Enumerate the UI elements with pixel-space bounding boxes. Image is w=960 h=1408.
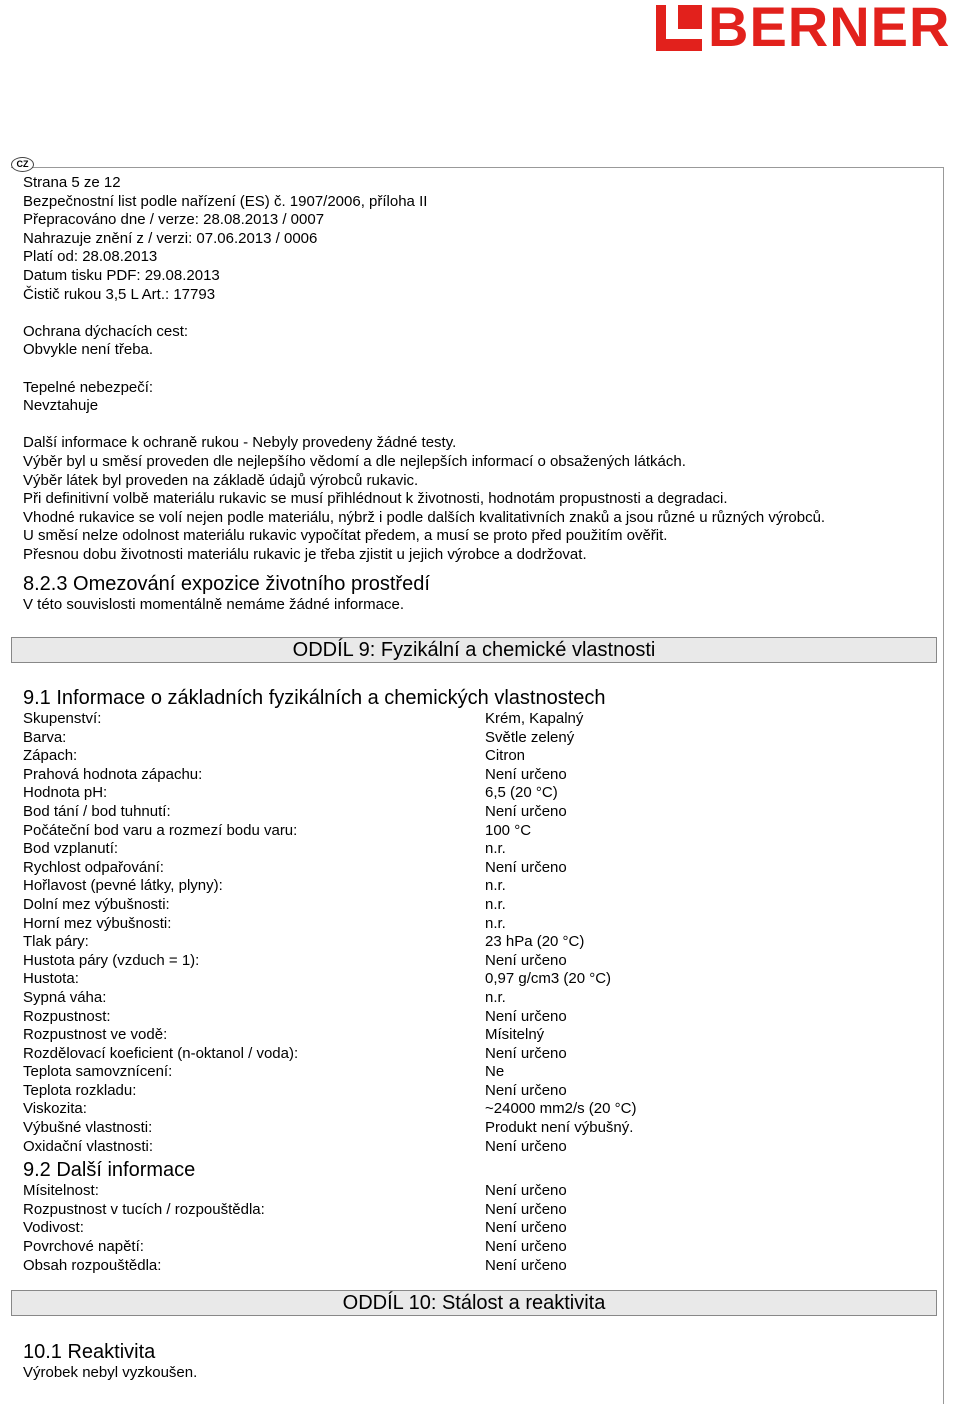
property-value: Není určeno: [485, 1182, 567, 1200]
header-line: Bezpečnostní list podle nařízení (ES) č. 1907/2006, příloha II: [23, 192, 428, 210]
header-line: Nahrazuje znění z / verzi: 07.06.2013 / 0006: [23, 229, 318, 247]
property-row: [23, 1219, 933, 1238]
property-row: [23, 1045, 933, 1064]
property-label: Viskozita:: [23, 1100, 87, 1118]
env-exposure-text: V této souvislosti momentálně nemáme žádné informace.: [23, 596, 405, 614]
property-label: Oxidační vlastnosti:: [23, 1137, 154, 1155]
property-row: [23, 822, 933, 841]
property-label: Hořlavost (pevné látky, plyny):: [23, 877, 223, 895]
property-label: Rozpustnost ve vodě:: [23, 1026, 168, 1044]
header-block: [23, 174, 933, 304]
property-label: Rychlost odpařování:: [23, 858, 164, 876]
property-label: Hustota:: [23, 970, 79, 988]
property-row: [23, 747, 933, 766]
property-row: [23, 1008, 933, 1027]
document-body: [23, 174, 933, 615]
property-value: Citron: [485, 747, 526, 765]
property-label: Barva:: [23, 728, 67, 746]
property-label: Prahová hodnota zápachu:: [23, 765, 203, 783]
property-value: Není určeno: [485, 1200, 567, 1218]
section-9-body: [23, 686, 933, 1275]
property-value: 6,5 (20 °C): [485, 784, 558, 802]
respiratory-label: Ochrana dýchacích cest:: [23, 322, 189, 340]
property-row: [23, 1182, 933, 1201]
glove-info-line: Výběr byl u směsí proveden dle nejlepšího vědomí a dle nejlepších informací o obsažených látkách.: [23, 452, 686, 470]
glove-info: [23, 434, 933, 564]
glove-info-line: U směsí nelze odolnost materiálu rukavic vypočítat předem, a musí se proto před použitím ověřit.: [23, 527, 668, 545]
country-badge: CZ: [11, 157, 34, 172]
property-row: [23, 1238, 933, 1257]
property-row: [23, 766, 933, 785]
section-9-2-heading: 9.2 Další informace: [23, 1159, 196, 1182]
property-row: [23, 784, 933, 803]
property-label: Rozpustnost:: [23, 1007, 111, 1025]
header-line: Platí od: 28.08.2013: [23, 248, 158, 266]
thermal-value: Nevztahuje: [23, 397, 99, 415]
property-row: [23, 1201, 933, 1220]
property-value: 23 hPa (20 °C): [485, 933, 585, 951]
section-10-title: ODDÍL 10: Stálost a reaktivita: [11, 1290, 937, 1316]
property-value: 100 °C: [485, 821, 532, 839]
property-value: Krém, Kapalný: [485, 710, 584, 727]
property-label: Počáteční bod varu a rozmezí bodu varu:: [23, 821, 298, 839]
property-value: Není určeno: [485, 1007, 567, 1025]
property-value: Produkt není výbušný.: [485, 1119, 634, 1137]
property-value: Není určeno: [485, 1238, 567, 1256]
berner-logo-mark: [656, 5, 702, 51]
property-value: Není určeno: [485, 951, 567, 969]
header-line: Čistič rukou 3,5 L Art.: 17793: [23, 285, 216, 303]
property-value: Není určeno: [485, 765, 567, 783]
property-label: Dolní mez výbušnosti:: [23, 895, 170, 913]
property-label: Hustota páry (vzduch = 1):: [23, 951, 200, 969]
glove-info-line: Výběr látek byl proveden na základě údajů výrobců rukavic.: [23, 471, 419, 489]
property-row: [23, 1119, 933, 1138]
property-row: [23, 1026, 933, 1045]
property-row: [23, 933, 933, 952]
header-line: Přepracováno dne / verze: 28.08.2013 / 0007: [23, 211, 325, 229]
property-value: Není určeno: [485, 802, 567, 820]
section-9-title: ODDÍL 9: Fyzikální a chemické vlastnosti: [11, 637, 937, 663]
glove-info-line: Přesnou dobu životnosti materiálu rukavic je třeba zjistit u jejich výrobce a dodržovat.: [23, 545, 587, 563]
property-row: [23, 1063, 933, 1082]
property-value: Světle zelený: [485, 728, 575, 746]
property-value: Není určeno: [485, 1256, 567, 1274]
property-value: 0,97 g/cm3 (20 °C): [485, 970, 612, 988]
other-properties-table: [23, 1182, 933, 1275]
property-label: Bod vzplanutí:: [23, 840, 119, 858]
property-value: Není určeno: [485, 1044, 567, 1062]
property-row: [23, 859, 933, 878]
logo-text: BERNER: [708, 0, 951, 58]
property-label: Teplota rozkladu:: [23, 1081, 137, 1099]
glove-info-line: Při definitivní volbě materiálu rukavic se musí přihlédnout k životnosti, hodnotám propustnosti a degradaci.: [23, 490, 728, 508]
section-9-1-heading: 9.1 Informace o základních fyzikálních a chemických vlastnostech: [23, 687, 606, 709]
reactivity-text: Výrobek nebyl vyzkoušen.: [23, 1364, 198, 1381]
property-label: Povrchové napětí:: [23, 1238, 144, 1256]
property-row: [23, 1100, 933, 1119]
section-10-1-heading: 10.1 Reaktivita: [23, 1341, 156, 1363]
properties-table: [23, 710, 933, 1156]
property-row: [23, 803, 933, 822]
property-label: Hodnota pH:: [23, 784, 108, 802]
property-row: [23, 989, 933, 1008]
property-row: [23, 840, 933, 859]
thermal-label: Tepelné nebezpečí:: [23, 378, 154, 396]
property-label: Horní mez výbušnosti:: [23, 914, 172, 932]
property-label: Tlak páry:: [23, 933, 89, 951]
property-value: n.r.: [485, 840, 506, 858]
property-label: Mísitelnost:: [23, 1182, 99, 1200]
property-value: Není určeno: [485, 858, 567, 876]
property-value: Není určeno: [485, 1081, 567, 1099]
property-row: [23, 915, 933, 934]
property-label: Bod tání / bod tuhnutí:: [23, 802, 171, 820]
property-label: Rozpustnost v tucích / rozpouštědla:: [23, 1200, 265, 1218]
property-label: Vodivost:: [23, 1219, 84, 1237]
berner-logo: [656, 0, 956, 58]
property-row: [23, 1082, 933, 1101]
glove-info-line: Další informace k ochraně rukou - Nebyly provedeny žádné testy.: [23, 434, 457, 452]
property-label: Sypná váha:: [23, 988, 107, 1006]
property-label: Skupenství:: [23, 710, 102, 727]
property-row: [23, 896, 933, 915]
property-row: [23, 952, 933, 971]
header-line: Datum tisku PDF: 29.08.2013: [23, 266, 220, 284]
property-row: [23, 970, 933, 989]
property-value: Není určeno: [485, 1137, 567, 1155]
property-row: [23, 1138, 933, 1157]
property-value: n.r.: [485, 988, 506, 1006]
property-label: Teplota samovznícení:: [23, 1063, 173, 1081]
property-value: Mísitelný: [485, 1026, 545, 1044]
property-row: [23, 710, 933, 729]
header-line: Strana 5 ze 12: [23, 174, 121, 191]
property-value: Není určeno: [485, 1219, 567, 1237]
respiratory-value: Obvykle není třeba.: [23, 341, 154, 359]
env-exposure-heading: 8.2.3 Omezování expozice životního prostředí: [23, 573, 430, 596]
property-row: [23, 1257, 933, 1276]
property-value: ~24000 mm2/s (20 °C): [485, 1100, 637, 1118]
section-10-body: [23, 1340, 933, 1383]
property-row: [23, 729, 933, 748]
property-value: n.r.: [485, 877, 506, 895]
property-value: Ne: [485, 1063, 505, 1081]
property-value: n.r.: [485, 895, 506, 913]
property-label: Rozdělovací koeficient (n-oktanol / voda):: [23, 1044, 299, 1062]
glove-info-line: Vhodné rukavice se volí nejen podle materiálu, nýbrž i podle dalších kvalitativních znaků a jsou různé u různých výrobců.: [23, 508, 826, 526]
property-label: Obsah rozpouštědla:: [23, 1256, 162, 1274]
property-value: n.r.: [485, 914, 506, 932]
property-row: [23, 877, 933, 896]
property-label: Výbušné vlastnosti:: [23, 1119, 153, 1137]
property-label: Zápach:: [23, 747, 78, 765]
